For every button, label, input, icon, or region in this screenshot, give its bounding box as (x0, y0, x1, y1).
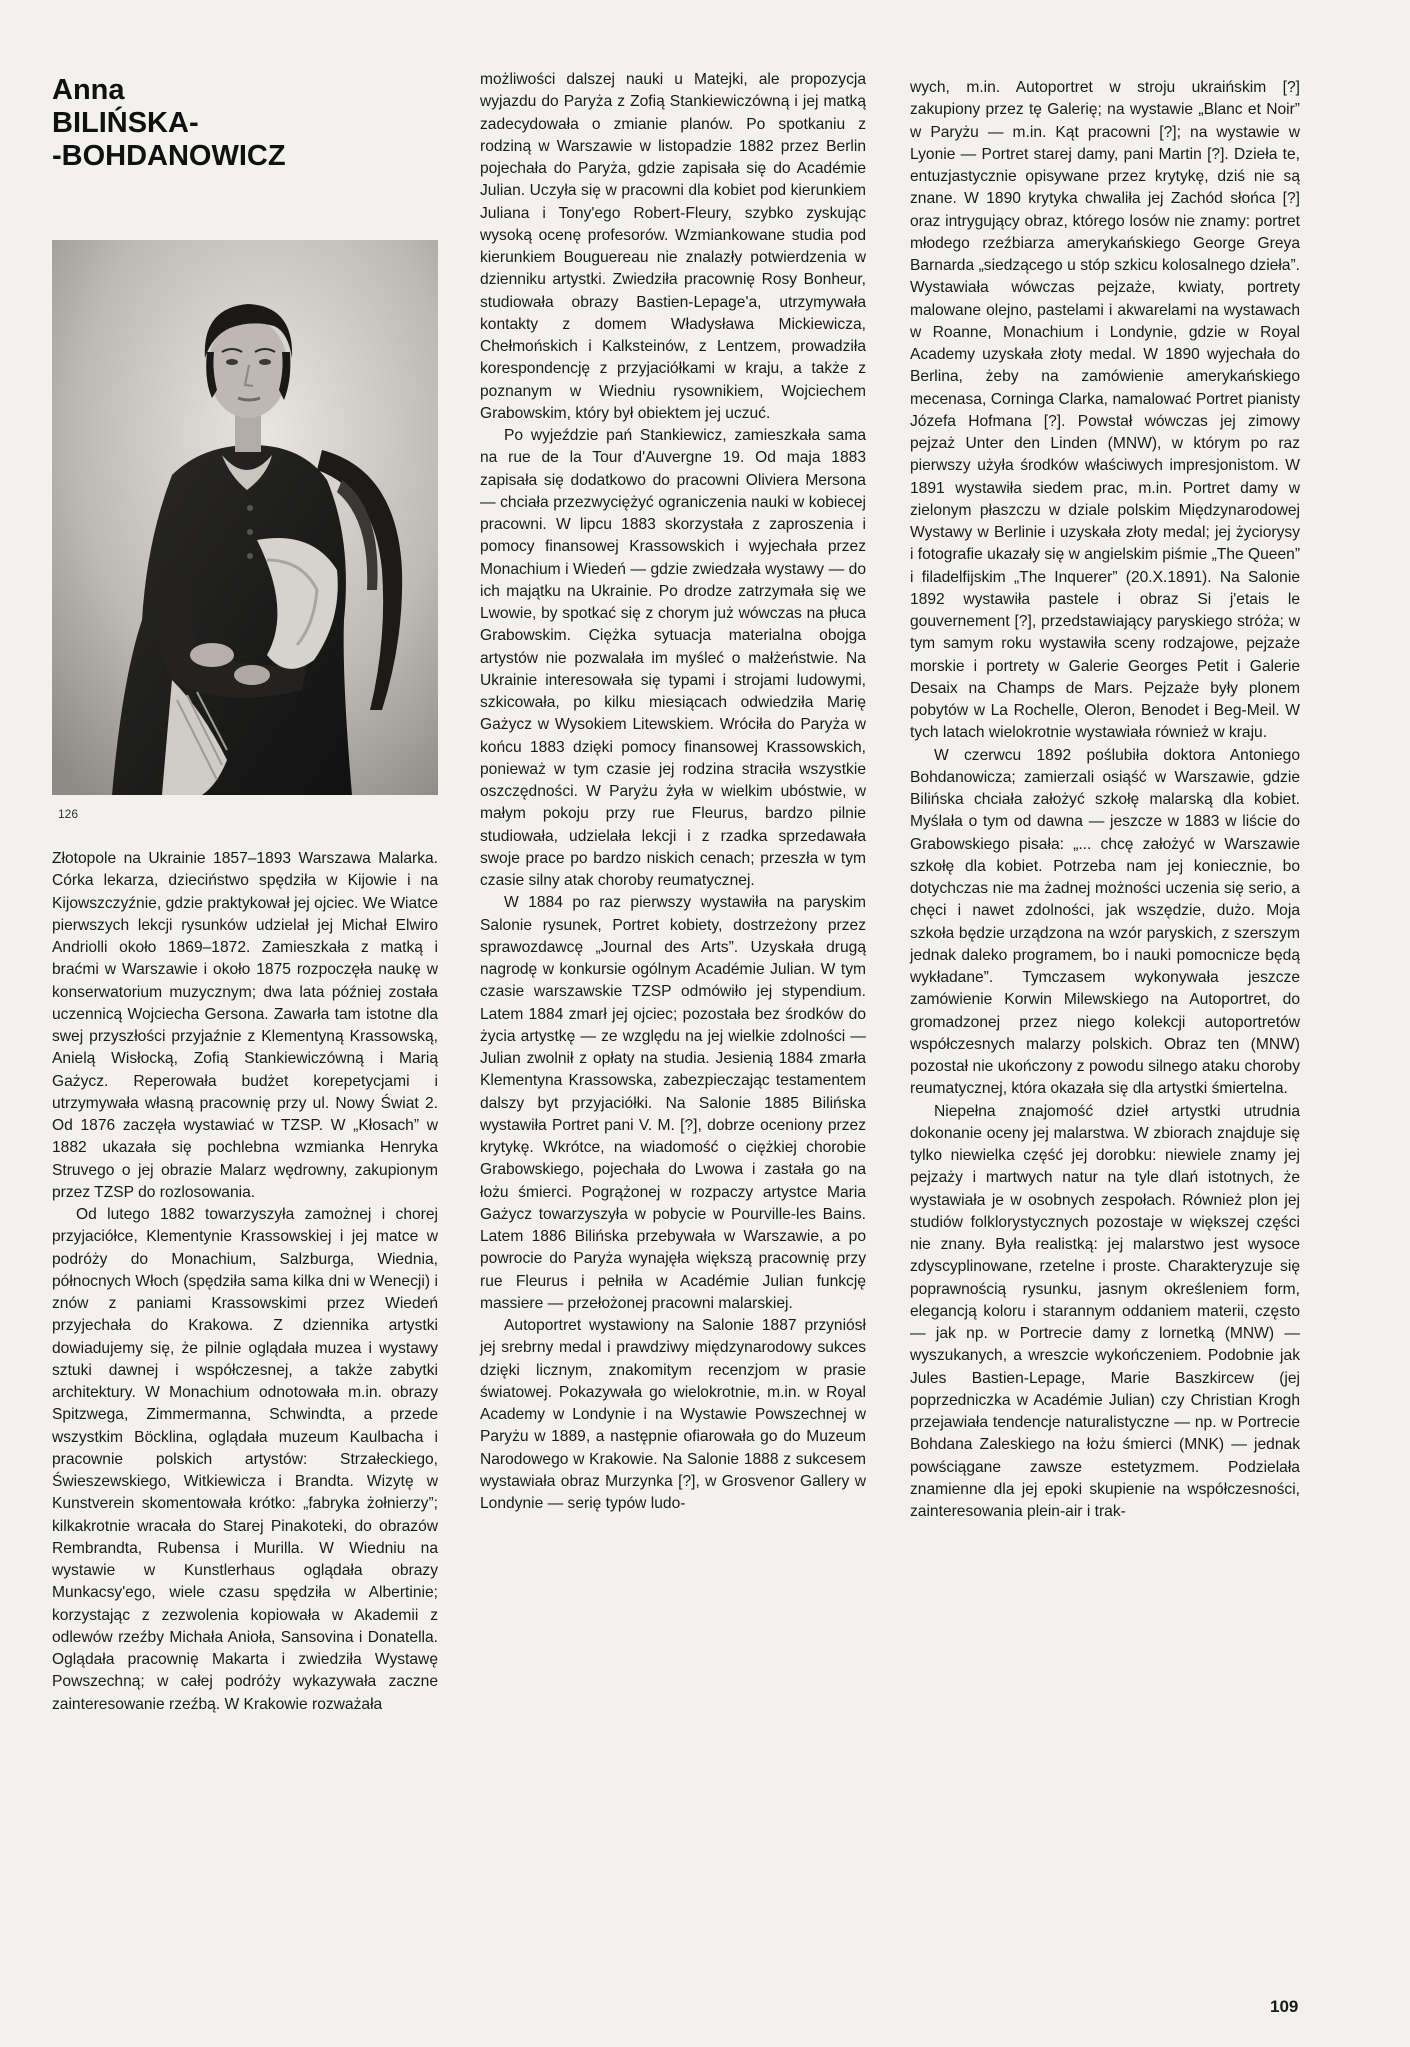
author-surname-line-1: BILIŃSKA- (52, 107, 199, 139)
column-2-text (480, 69, 866, 1515)
paragraph: Złotopole na Ukrainie 1857–1893 Warszawa Malarka. Córka lekarza, dzieciństwo spędziła w Kijowie i na Kijowszczyźnie, gdzie praktykował jej ojciec. We Wiatce pierwszych lekcji rysunków udzielał jej Michał Elwiro Andriolli około 1869–1872. Zamieszkała z matką i braćmi w Warszawie i około 1875 rozpoczęła naukę w konserwatorium muzycznym; dwa lata później została uczennicą Wojciecha Gersona. Zawarła tam istotne dla swej przyszłości przyjaźnie z Klementyną Krassowską, Anielą Wisłocką, Zofią Stankiewiczówną i Marią Gażycz. Reperowała budżet korepetycjami i utrzymywała własną pracownię przy ul. Nowy Świat 2. Od 1876 zaczęła wystawiać w TZSP. W „Kłosach” w 1882 ukazała się pochlebna wzmianka Henryka Struvego o jej obrazie Malarz wędrowny, zakupionym przez TZSP do rozlosowania. (52, 850, 438, 1201)
author-first-name: Anna (52, 74, 125, 106)
paragraph: W czerwcu 1892 poślubiła doktora Antoniego Bohdanowicza; zamierzali osiąść w Warszawie, gdzie Bilińska chciała założyć szkołę malarską dla kobiet. Myślała o tym od dawna — jeszcze w 1883 w liście do Grabowskiego pisała: „... chcę założyć w Warszawie szkołę dla kobiet. Potrzeba nam jej koniecznie, bo dotychczas nie ma żadnej możności uczenia się serio, a chęci i nawet zdolności, jak wszędzie, dużo. Moja szkoła będzie urządzona na wzór paryskich, z szerszym jednak daleko programem, bo i nauki pomocnicze będą wykładane”. Tymczasem wykonywała jeszcze zamówienie Korwin Milewskiego na Autoportret, do gromadzonej przez niego kolekcji autoportretów współczesnych malarzy polskich. Obraz ten (MNW) pozostał nie ukończony z powodu silnego ataku choroby reumatycznej, która okazała się dla artystki śmiertelna. (910, 746, 1300, 1098)
paragraph: Od lutego 1882 towarzyszyła zamożnej i chorej przyjaciółce, Klementynie Krassowskiej i jej matce w podróży do Monachium, Salzburga, Wiednia, północnych Włoch (spędziła sama kilka dni w Wenecji) i znów z paniami Krassowskimi przez Wiedeń przyjechała do Krakowa. Z dziennika artystki dowiadujemy się, że pilnie oglądała muzea i wystawy sztuki dawnej i współczesnej, a także zabytki architektury. W Monachium odnotowała m.in. obrazy Spitzwega, Zimmermanna, Schwindta, a przede wszystkim Böcklina, oglądała muzeum Kaulbacha i pracownie polskich artystów: Strzałeckiego, Świeszewskiego, Witkiewicza i Brandta. Wizytę w Kunstverein skomentowała krótko: „fabryka żołnierzy”; kilkakrotnie wracała do Starej Pinakoteki, do obrazów Rembrandta, Rubensa i Murilla. W Wiedniu na wystawie w Kunstlerhaus oglądała obrazy Munkacsy'ego, wiele czasu spędziła w Albertinie; korzystając z zezwolenia kopiowała w Akademii z odlewów rzeźby Michała Anioła, Sansovina i Donatella. Oglądała pracownię Makarta i zwiedziła Wystawę Powszechną; w całej podróży wykazywała zaczne zainteresowanie rzeźbą. W Krakowie rozważała (52, 1206, 438, 1713)
paragraph: Niepełna znajomość dzieł artystki utrudnia dokonanie oceny jej malarstwa. W zbiorach znajduje się tylko niewielka część jej dorobku: niewiele znamy jej pejzaży i martwych natur na tyle dlań istotnych, że wystawiała je w osobnych zespołach. Również plon jej studiów folklorystycznych pozostaje w większej części nie znany. Była realistką: jej malarstwo jest wysoce zdyscyplinowane, rzetelne i proste. Charakteryzuje się poprawnością rysunku, jasnym określeniem form, elegancją koloru i starannym oddaniem materii, często — jak np. w Portrecie damy z lornetką (MNW) — wyszukanych, a wreszcie wykończeniem. Podobnie jak Jules Bastien-Lepage, Marie Baszkircew (jej poprzedniczka w Académie Julian) czy Christian Krogh przejawiała tendencje naturalistyczne — np. w Portrecie Bohdana Zaleskiego na łożu śmierci (MNK) — jednak powściągane zawsze estetyzmem. Podzielała znamienne dla jej epoki skupienie na współczesności, zainteresowania plein-air i trak- (910, 1102, 1300, 1520)
figure-number: 126 (58, 807, 79, 821)
paragraph: Po wyjeździe pań Stankiewicz, zamieszkała sama na rue de la Tour d'Auvergne 19. Od maja 1883 zapisała się dodatkowo do pracowni Oliviera Mersona — chciała przezwyciężyć ograniczenia nauki w kobiecej pracowni. W lipcu 1883 skorzystała z zaproszenia i pomocy finansowej Krassowskich i wyjechała przez Monachium i Wiedeń — gdzie zwiedzała wystawy — do ich majątku na Ukrainie. Po drodze zatrzymała się we Lwowie, by spotkać się z chorym już wówczas na płuca Grabowskim. Ciężka sytuacja materialna obojga artystów nie pozwalała im myśleć o małżeństwie. Na Ukrainie interesowała się typami i strojami ludowymi, szkicowała, po kilku miesiącach odwiedziła Marię Gażycz w Wysokiem Litewskiem. Wróciła do Paryża w końcu 1883 dzięki pomocy finansowej Krassowskich, ponieważ w tym czasie jej rodzina straciła wszystkie oszczędności. W Paryżu żyła w wielkim ubóstwie, w małym pokoju przy rue Fleurus, bardzo pilnie studiowała, udzielała lekcji i z rzadka sprzedawała swoje prace po bardzo niskich cenach; przeszła w tym czasie silny atak choroby reumatycznej. (480, 427, 866, 889)
page-number: 109 (1270, 1997, 1299, 2016)
paragraph: wych, m.in. Autoportret w stroju ukraińskim [?] zakupiony przez tę Galerię; na wystawie „Blanc et Noir” w Paryżu — m.in. Kąt pracowni [?]; na wystawie w Lyonie — Portret starej damy, pani Martin [?]. Dzieła te, entuzjastycznie opisywane przez krytykę, dziś nie są znane. W 1890 krytyka chwaliła jej Zachód słońca [?] oraz intrygujący obraz, którego losów nie znamy: portret młodego rzeźbiarza amerykańskiego George Greya Barnarda „siedzącego u stóp szkicu kolosalnego dzieła”. Wystawiała wówczas pejzaże, kwiaty, portrety malowane olejno, pastelami i akwarelami na wystawach w Roanne, Monachium i Londynie, gdzie w Royal Academy uzyskała złoty medal. W 1890 wyjechała do Berlina, żeby na zamówienie amerykańskiego mecenasa, Corninga Clarka, namalować Portret pianisty Józefa Hofmana [?]. Powstał wówczas jej zimowy pejzaż Unter den Linden (MNW), w którym po raz pierwszy użyła środków właściwych impresjonistom. W 1891 wystawiła siedem prac, m.in. Portret damy w zielonym płaszczu w dziale polskim Międzynarodowej Wystawy w Berlinie i uzyskała złoty medal; jej życiorysy i fotografie ukazały się w angielskim piśmie „The Queen” i filadelfijskim „The Inquerer” (20.X.1891). Na Salonie 1892 wystawiła pastele i obraz Si j'etais le gouvernement [?], przedstawiający paryskiego stróża; w tym samym roku wystawiła sceny rodzajowe, pejzaże morskie i portrety w Galerie Georges Petit i Galerie Desaix na Champs de Mars. Pejzaże były plonem pobytów w La Rochelle, Oleron, Benodet i Beg-Meil. W tych latach wielokrotnie wystawiała również w kraju. (910, 79, 1301, 742)
paragraph: możliwości dalszej nauki u Matejki, ale propozycja wyjazdu do Paryża z Zofią Stankiewiczówną i jej matką zadecydowała o zmianie planów. Po spotkaniu z rodziną w Warszawie w listopadzie 1882 przez Berlin pojechała do Paryża, gdzie zapisała się do Académie Julian. Uczyła się w pracowni dla kobiet pod kierunkiem Juliana i Tony'ego Robert-Fleury, szybko zyskując wysoką ocenę profesorów. Wzmiankowane studia pod kierunkiem Bouguereau nie znalazły potwierdzenia w dzienniku artystki. Zwiedziła pracownię Rosy Bonheur, studiowała obrazy Bastien-Lepage'a, utrzymywała kontakty z domem Władysława Mickiewicza, Chełmońskich i Kalksteinów, z Lentzem, prowadziła korespondencję z przyjaciółkami w kraju, a także z poznanym w Wiedniu rysownikiem, Wojciechem Grabowskim, który był obiektem jej uczuć. (480, 71, 866, 422)
author-surname-line-2: -BOHDANOWICZ (52, 140, 286, 172)
portrait-image (52, 240, 438, 795)
article-title (52, 74, 286, 173)
column-1-text (52, 848, 438, 1716)
portrait-photograph (52, 240, 438, 795)
column-3-text (910, 77, 1300, 1523)
paragraph: Autoportret wystawiony na Salonie 1887 przyniósł jej srebrny medal i prawdziwy międzynarodowy sukces dzięki licznym, znakomitym recenzjom w prasie światowej. Pokazywała go wielokrotnie, m.in. w Royal Academy w Londynie i na Wystawie Powszechnej w Paryżu w 1889, a następnie ofiarowała go do Muzeum Narodowego w Krakowie. Na Salonie 1888 z sukcesem wystawiała obraz Murzynka [?], w Grosvenor Gallery w Londynie — serię typów ludo- (480, 1317, 866, 1512)
paragraph: W 1884 po raz pierwszy wystawiła na paryskim Salonie rysunek, Portret kobiety, dostrzeżony przez sprawozdawcę „Journal des Arts”. Uzyskała drugą nagrodę w konkursie ogólnym Académie Julian. W tym czasie warszawskie TZSP odmówiło jej stypendium. Latem 1884 zmarł jej ojciec; pozostała bez środków do życia artystkę — ze względu na jej wielkie zdolności — Julian zwolnił z opłaty na studia. Jesienią 1884 zmarła Klementyna Krassowska, zabezpieczając testamentem dalszy byt przyjaciółki. Na Salonie 1885 Bilińska wystawiła Portret pani V. M. [?], dobrze oceniony przez krytykę. Wkrótce, na wiadomość o ciężkiej chorobie Grabowskiego, pojechała do Lwowa i zastała go na łożu śmierci. Pogrążonej w rozpaczy artystce Maria Gażycz towarzyszyła w pobycie w Pourville-les Bains. Latem 1886 Bilińska przebywała w Warszawie, a po powrocie do Paryża wynajęła większą pracownię przy rue Fleurus i pełniła w Académie Julian funkcję massiere — przełożonej pracowni malarskiej. (480, 894, 866, 1312)
